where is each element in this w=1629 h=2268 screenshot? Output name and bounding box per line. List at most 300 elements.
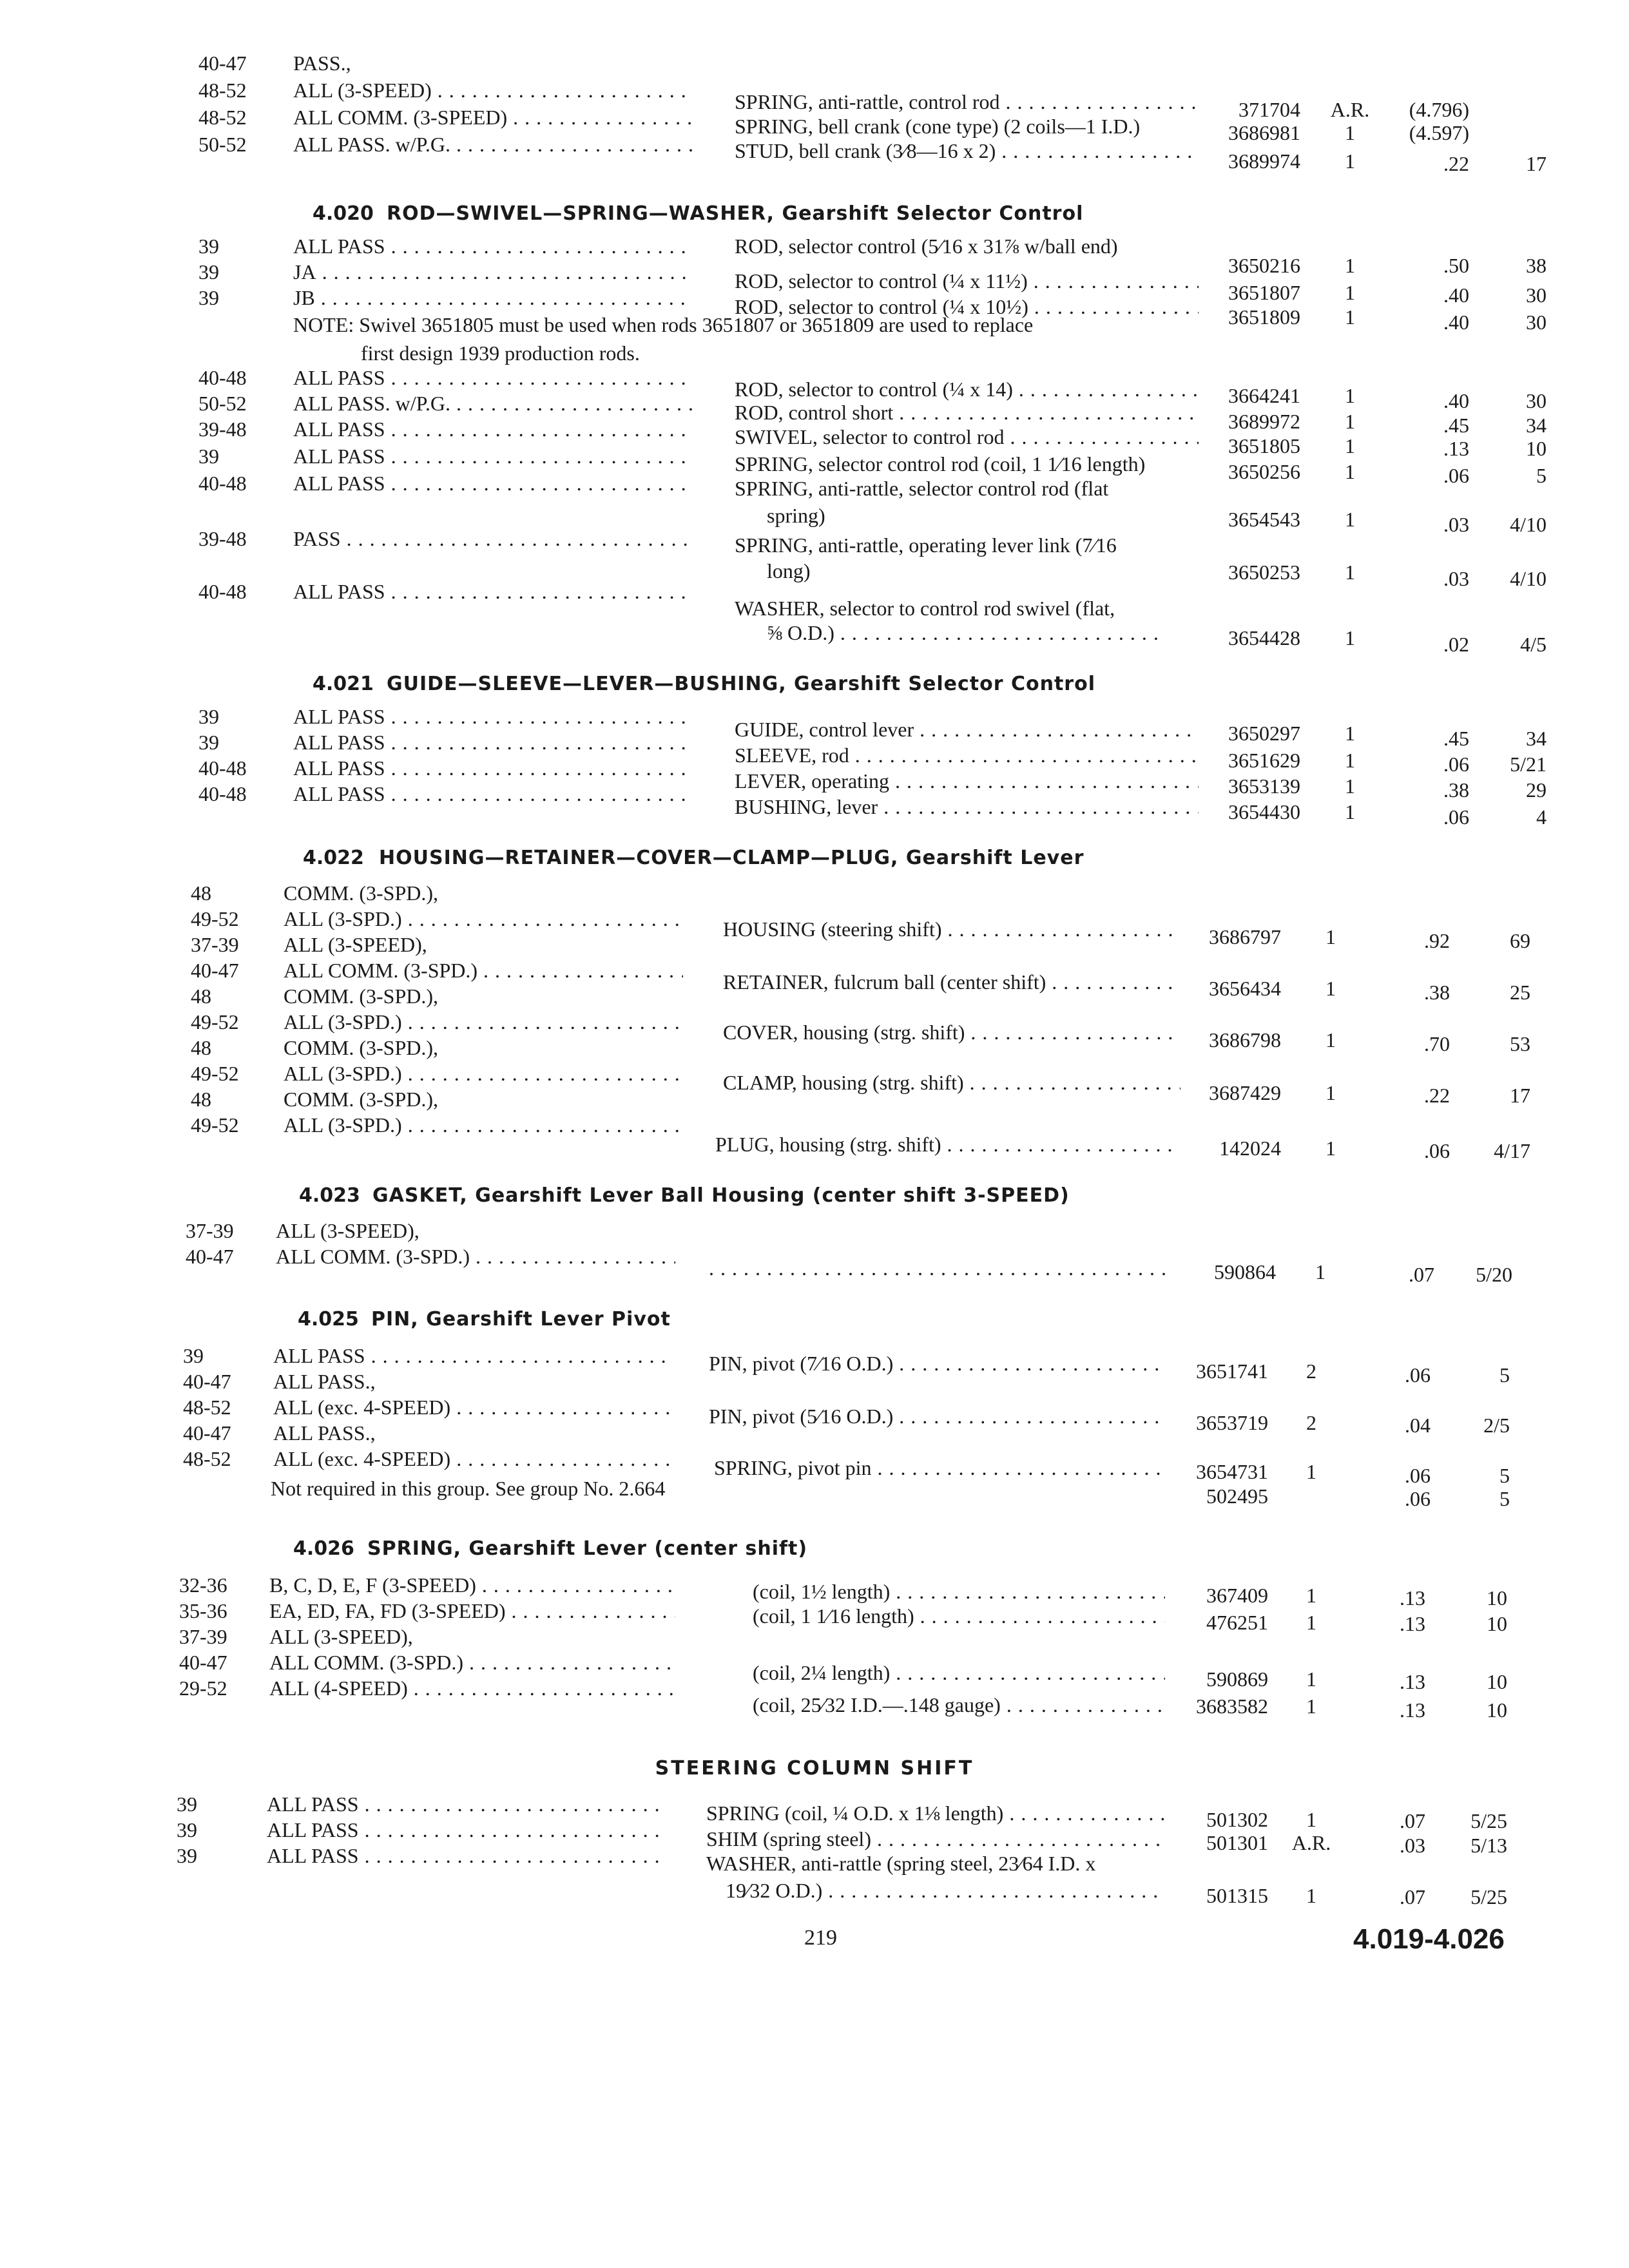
part-number: 3651805 xyxy=(1228,434,1300,457)
table-row xyxy=(0,416,1629,460)
price: .06 xyxy=(1443,805,1469,829)
model-year: 50-52 xyxy=(198,392,247,415)
model-name: ALL PASS . . . xyxy=(293,781,693,807)
price: .06 xyxy=(1405,1464,1431,1487)
price: .07 xyxy=(1409,1263,1434,1286)
model-year: 40-48 xyxy=(198,472,247,495)
price: .06 xyxy=(1405,1363,1431,1387)
quantity: 1 xyxy=(1325,1081,1336,1104)
model-year: 40-48 xyxy=(198,580,247,603)
part-number: 501302 xyxy=(1206,1808,1268,1831)
part-description: SPRING (coil, ¼ O.D. x 1⅛ length) . . . xyxy=(706,1800,1165,1826)
part-description: PIN, pivot (7⁄16 O.D.) . . . xyxy=(709,1350,1166,1376)
model-name: ALL COMM. (3-SPEED) . . . xyxy=(293,104,693,130)
section-title: GUIDE—SLEEVE—LEVER—BUSHING, Gearshift Selector Control xyxy=(387,673,1095,695)
price-alt: 4/10 xyxy=(1510,567,1547,590)
price-alt: 4/10 xyxy=(1510,513,1547,536)
model-name: ALL (3-SPEED), xyxy=(276,1219,419,1242)
part-number: 3653719 xyxy=(1196,1411,1268,1434)
note-text: Not required in this group. See group No. 2.664 xyxy=(271,1477,666,1500)
price: .13 xyxy=(1443,437,1469,460)
model-year: 48 xyxy=(191,881,211,905)
model-name: ALL COMM. (3-SPD.) . . . xyxy=(276,1244,675,1269)
quantity: 1 xyxy=(1306,1808,1316,1831)
model-name: EA, ED, FA, FD (3-SPEED) . . . xyxy=(269,1598,675,1624)
part-description: COVER, housing (strg. shift) . . . xyxy=(723,1019,1181,1045)
price-alt: 5/21 xyxy=(1510,753,1547,776)
table-row xyxy=(0,1572,1629,1610)
table-row xyxy=(0,1598,1629,1635)
table-row xyxy=(0,1446,1629,1487)
quantity: 1 xyxy=(1325,1028,1336,1052)
table-row xyxy=(0,1420,1629,1446)
quantity: 1 xyxy=(1306,1884,1316,1907)
price-alt: 5/25 xyxy=(1470,1885,1507,1908)
part-description: SPRING, bell crank (cone type) (2 coils—1 I.D.) xyxy=(735,115,1141,138)
section-number: 4.021 xyxy=(313,673,374,695)
model-name: ALL PASS . . . xyxy=(293,729,693,755)
quantity: 1 xyxy=(1345,434,1355,457)
model-year: 39 xyxy=(198,705,219,728)
model-name: ALL (3-SPEED), xyxy=(284,933,427,956)
table-row xyxy=(0,104,1629,144)
price-alt: 5/20 xyxy=(1476,1263,1512,1286)
price: .40 xyxy=(1443,284,1469,307)
table-row xyxy=(0,1244,1629,1286)
price-alt: 10 xyxy=(1487,1670,1507,1693)
quantity: 1 xyxy=(1345,121,1355,144)
price-alt: 25 xyxy=(1510,981,1530,1004)
model-year: 49-52 xyxy=(191,907,239,930)
quantity: 1 xyxy=(1345,384,1355,407)
model-name: ALL PASS . . . xyxy=(293,365,693,390)
section-heading xyxy=(0,1183,1629,1211)
price-alt: 4/17 xyxy=(1494,1139,1530,1162)
table-row xyxy=(0,50,1629,76)
model-name: ALL PASS., xyxy=(273,1370,376,1393)
section-title: SPRING, Gearshift Lever (center shift) xyxy=(367,1537,808,1560)
model-year: 48 xyxy=(191,985,211,1008)
quantity: A.R. xyxy=(1330,98,1370,121)
part-description: PIN, pivot (5⁄16 O.D.) . . . xyxy=(709,1403,1166,1429)
quantity: 1 xyxy=(1325,1137,1336,1160)
part-number: 3689974 xyxy=(1228,149,1300,173)
model-name: ALL (3-SPD.) . . . xyxy=(284,906,683,932)
price: .70 xyxy=(1424,1032,1450,1055)
price: .13 xyxy=(1400,1670,1425,1693)
table-row xyxy=(0,1369,1629,1394)
price-alt: 4 xyxy=(1536,805,1547,829)
part-description: SPRING, pivot pin . . . xyxy=(714,1455,1165,1481)
price-alt: 38 xyxy=(1526,254,1547,277)
table-row xyxy=(0,1817,1629,1857)
price: .38 xyxy=(1424,981,1450,1004)
page-number: 219 xyxy=(804,1926,837,1950)
model-year: 40-47 xyxy=(179,1651,227,1674)
section-number: 4.022 xyxy=(303,847,364,869)
model-year: 48-52 xyxy=(198,79,247,102)
section-heading xyxy=(0,1536,1629,1564)
model-name: ALL PASS . . . xyxy=(267,1843,666,1869)
quantity: 2 xyxy=(1306,1411,1316,1434)
price: .40 xyxy=(1443,389,1469,412)
model-year: 39 xyxy=(183,1344,204,1367)
model-name: ALL PASS . . . xyxy=(273,1343,673,1369)
model-name: ALL (3-SPEED) . . . xyxy=(293,77,693,103)
table-row xyxy=(0,1791,1629,1832)
price: .03 xyxy=(1400,1834,1425,1857)
model-name: ALL PASS . . . xyxy=(293,704,693,729)
model-year: 39 xyxy=(198,260,219,284)
model-year: 40-47 xyxy=(191,959,239,982)
price: .38 xyxy=(1443,778,1469,802)
part-description: 19⁄32 O.D.) . . . xyxy=(726,1878,1165,1903)
price: .45 xyxy=(1443,727,1469,750)
part-description: GUIDE, control lever . . . xyxy=(735,716,1199,742)
part-description xyxy=(709,1255,1173,1281)
part-description: ROD, selector control (5⁄16 x 31⅞ w/ball end) xyxy=(735,235,1118,258)
table-row xyxy=(0,1086,1629,1112)
price-alt: 17 xyxy=(1510,1084,1530,1107)
price-alt: 5/13 xyxy=(1470,1834,1507,1857)
part-number: 3651741 xyxy=(1196,1360,1268,1383)
part-number: 3654430 xyxy=(1228,800,1300,823)
price: .13 xyxy=(1400,1612,1425,1635)
price: .45 xyxy=(1443,414,1469,437)
table-row xyxy=(0,932,1629,957)
part-description: (coil, 1 1⁄16 length) . . . xyxy=(753,1603,1165,1629)
section-heading xyxy=(0,671,1629,700)
subsection-heading: STEERING COLUMN SHIFT xyxy=(655,1757,974,1780)
price-alt: 10 xyxy=(1487,1586,1507,1610)
model-name: PASS., xyxy=(293,52,351,75)
part-description: CLAMP, housing (strg. shift) . . . xyxy=(723,1070,1181,1095)
part-number: 3650297 xyxy=(1228,722,1300,745)
table-row xyxy=(0,523,1629,557)
model-name: COMM. (3-SPD.), xyxy=(284,881,439,905)
price: .06 xyxy=(1443,753,1469,776)
model-year: 39 xyxy=(198,731,219,754)
model-name: ALL PASS . . . xyxy=(293,579,693,604)
note-text: NOTE: Swivel 3651805 must be used when rods 3651807 or 3651809 are used to replace xyxy=(293,313,1034,336)
price-alt: 5 xyxy=(1536,464,1547,487)
part-description: ROD, selector to control (¼ x 14) . . . xyxy=(735,376,1199,402)
part-description: LEVER, operating . . . xyxy=(735,768,1199,794)
quantity: 1 xyxy=(1345,149,1355,173)
model-name: ALL PASS . . . xyxy=(293,443,693,469)
section-title: PIN, Gearshift Lever Pivot xyxy=(371,1308,671,1331)
model-name: ALL COMM. (3-SPD.) . . . xyxy=(284,957,683,983)
price: .07 xyxy=(1400,1885,1425,1908)
model-name: COMM. (3-SPD.), xyxy=(284,985,439,1008)
model-name: JB . . . xyxy=(293,285,693,311)
model-name: ALL (4-SPEED) . . . xyxy=(269,1675,675,1701)
section-heading xyxy=(0,201,1629,229)
quantity: 1 xyxy=(1325,977,1336,1000)
model-name: ALL PASS . . . xyxy=(267,1817,666,1843)
part-number: 3683582 xyxy=(1196,1695,1268,1718)
model-year: 40-48 xyxy=(198,756,247,780)
model-year: 40-47 xyxy=(186,1245,234,1268)
part-number: 3650253 xyxy=(1228,561,1300,584)
part-number: 3654543 xyxy=(1228,508,1300,531)
part-description: WASHER, selector to control rod swivel (flat, xyxy=(735,597,1115,620)
model-year: 37-39 xyxy=(186,1219,234,1242)
model-year: 40-48 xyxy=(198,782,247,805)
model-name: ALL (3-SPD.) . . . xyxy=(284,1061,683,1086)
part-description: STUD, bell crank (3⁄8—16 x 2) . . . xyxy=(735,138,1199,164)
part-number: 3687429 xyxy=(1209,1081,1281,1104)
model-name: COMM. (3-SPD.), xyxy=(284,1088,439,1111)
price: .50 xyxy=(1443,254,1469,277)
part-description: (coil, 2¼ length) . . . xyxy=(753,1660,1165,1686)
quantity: 1 xyxy=(1345,305,1355,329)
quantity: 1 xyxy=(1306,1695,1316,1718)
part-description: SLEEVE, rod . . . xyxy=(735,742,1199,768)
model-year: 39 xyxy=(177,1818,197,1841)
part-description: HOUSING (steering shift) . . . xyxy=(723,916,1181,942)
quantity: 1 xyxy=(1345,722,1355,745)
price-alt: 10 xyxy=(1526,437,1547,460)
model-year: 39 xyxy=(198,445,219,468)
model-name: ALL (3-SPD.) . . . xyxy=(284,1112,683,1138)
price-alt: 5 xyxy=(1499,1363,1510,1387)
part-number: 3664241 xyxy=(1228,384,1300,407)
price: .04 xyxy=(1405,1414,1431,1437)
part-number: 3651629 xyxy=(1228,749,1300,772)
part-number: 502495 xyxy=(1206,1485,1268,1508)
model-year: 39-48 xyxy=(198,418,247,441)
part-description: ROD, control short . . . xyxy=(735,399,1199,425)
model-name: B, C, D, E, F (3-SPEED) . . . xyxy=(269,1572,675,1598)
note-text: first design 1939 production rods. xyxy=(361,341,640,365)
quantity: 1 xyxy=(1325,925,1336,948)
model-name: ALL PASS . . . xyxy=(293,755,693,781)
model-name: PASS . . . xyxy=(293,526,693,552)
quantity: 1 xyxy=(1315,1260,1325,1283)
section-title: ROD—SWIVEL—SPRING—WASHER, Gearshift Selector Control xyxy=(387,202,1084,225)
model-name: JA . . . xyxy=(293,259,693,285)
part-number: 3651807 xyxy=(1228,281,1300,304)
quantity: 1 xyxy=(1345,281,1355,304)
part-number: 3654731 xyxy=(1196,1460,1268,1483)
quantity: 1 xyxy=(1345,508,1355,531)
part-description: ⅝ O.D.) . . . xyxy=(767,620,1160,646)
quantity: 1 xyxy=(1345,254,1355,277)
part-description: BUSHING, lever . . . xyxy=(735,794,1199,820)
price: .13 xyxy=(1400,1698,1425,1722)
model-year: 32-36 xyxy=(179,1573,227,1597)
quantity: 1 xyxy=(1306,1611,1316,1634)
price-alt: 29 xyxy=(1526,778,1547,802)
quantity: 1 xyxy=(1306,1460,1316,1483)
price: .02 xyxy=(1443,633,1469,656)
section-number: 4.026 xyxy=(293,1537,354,1560)
model-year: 49-52 xyxy=(191,1062,239,1085)
quantity: 1 xyxy=(1345,561,1355,584)
part-description: (coil, 1½ length) . . . xyxy=(753,1579,1165,1604)
price: .22 xyxy=(1443,152,1469,175)
model-name: ALL PASS . . . xyxy=(293,470,693,496)
price: .03 xyxy=(1443,567,1469,590)
model-year: 39-48 xyxy=(198,527,247,550)
price-alt: 4/5 xyxy=(1520,633,1547,656)
part-description: SPRING, anti-rattle, operating lever link (7⁄16 xyxy=(735,533,1117,557)
model-name: ALL (3-SPEED), xyxy=(269,1625,413,1648)
part-description: long) xyxy=(767,559,811,582)
note-row xyxy=(0,1475,1629,1510)
section-title: GASKET, Gearshift Lever Ball Housing (center shift 3-SPEED) xyxy=(372,1184,1070,1207)
part-number: 3653139 xyxy=(1228,774,1300,798)
part-description: PLUG, housing (strg. shift) . . . xyxy=(715,1131,1179,1157)
model-year: 39 xyxy=(198,235,219,258)
part-number: 3686797 xyxy=(1209,925,1281,948)
part-number: 367409 xyxy=(1206,1584,1268,1607)
model-year: 48 xyxy=(191,1036,211,1059)
table-row xyxy=(0,1112,1629,1162)
model-year: 49-52 xyxy=(191,1113,239,1137)
price-alt: 30 xyxy=(1526,389,1547,412)
part-number: 3686798 xyxy=(1209,1028,1281,1052)
part-description: ROD, selector to control (¼ x 10½) . . . xyxy=(735,294,1199,320)
table-row xyxy=(0,1675,1629,1722)
price-alt: 30 xyxy=(1526,311,1547,334)
model-year: 39 xyxy=(198,286,219,309)
model-year: 48 xyxy=(191,1088,211,1111)
section-heading xyxy=(0,845,1629,874)
model-name: ALL PASS. w/P.G. . . . xyxy=(293,131,693,157)
model-year: 40-48 xyxy=(198,366,247,389)
table-row xyxy=(0,704,1629,750)
table-row xyxy=(0,1035,1629,1061)
model-name: ALL (exc. 4-SPEED) . . . xyxy=(273,1446,673,1472)
model-name: ALL (exc. 4-SPEED) . . . xyxy=(273,1394,673,1420)
part-description: SPRING, anti-rattle, selector control rod (flat xyxy=(735,477,1109,500)
price-alt: 5/25 xyxy=(1470,1809,1507,1832)
price: .03 xyxy=(1443,513,1469,536)
price-alt: 17 xyxy=(1526,152,1547,175)
model-year: 29-52 xyxy=(179,1677,227,1700)
model-name: ALL PASS . . . xyxy=(293,416,693,442)
part-description: SPRING, anti-rattle, control rod . . . xyxy=(735,89,1199,115)
part-description: SWIVEL, selector to control rod . . . xyxy=(735,424,1199,450)
model-year: 40-47 xyxy=(183,1421,231,1445)
part-description: RETAINER, fulcrum ball (center shift) . . . xyxy=(723,969,1181,995)
model-year: 35-36 xyxy=(179,1599,227,1622)
table-row xyxy=(0,755,1629,802)
table-row xyxy=(0,1218,1629,1244)
part-number: 3686981 xyxy=(1228,121,1300,144)
price-alt: 34 xyxy=(1526,414,1547,437)
model-year: 48-52 xyxy=(198,106,247,129)
table-row xyxy=(0,880,1629,906)
table-row xyxy=(0,983,1629,1009)
table-row xyxy=(0,1843,1629,1875)
table-row xyxy=(0,131,1629,175)
part-number: 501315 xyxy=(1206,1884,1268,1907)
part-description: ROD, selector to control (¼ x 11½) . . . xyxy=(735,268,1199,294)
price: .22 xyxy=(1424,1084,1450,1107)
model-year: 39 xyxy=(177,1844,197,1867)
price: .06 xyxy=(1443,464,1469,487)
section-number: 4.023 xyxy=(299,1184,360,1207)
part-description: (coil, 25⁄32 I.D.—.148 gauge) . . . xyxy=(753,1692,1165,1718)
price-alt: 34 xyxy=(1526,727,1547,750)
price-alt: 10 xyxy=(1487,1612,1507,1635)
model-year: 48-52 xyxy=(183,1396,231,1419)
part-number: 476251 xyxy=(1206,1611,1268,1634)
part-number: 3650216 xyxy=(1228,254,1300,277)
part-number: 3689972 xyxy=(1228,410,1300,433)
model-year: 48-52 xyxy=(183,1447,231,1470)
table-row xyxy=(0,1878,1629,1908)
part-description: WASHER, anti-rattle (spring steel, 23⁄64 I.D. x xyxy=(706,1852,1096,1875)
part-number: 501301 xyxy=(1206,1831,1268,1854)
quantity: 1 xyxy=(1345,749,1355,772)
price: .92 xyxy=(1424,929,1450,952)
part-description: spring) xyxy=(767,504,825,527)
model-name: ALL COMM. (3-SPD.) . . . xyxy=(269,1649,675,1675)
price-alt: 5 xyxy=(1499,1464,1510,1487)
price: .06 xyxy=(1405,1487,1431,1510)
part-number: 3654428 xyxy=(1228,626,1300,649)
quantity: 2 xyxy=(1306,1360,1316,1383)
price-alt: 5 xyxy=(1499,1487,1510,1510)
price: .07 xyxy=(1400,1809,1425,1832)
part-number: 3651809 xyxy=(1228,305,1300,329)
model-name: ALL PASS., xyxy=(273,1421,376,1445)
quantity: 1 xyxy=(1306,1667,1316,1691)
part-number: 142024 xyxy=(1219,1137,1281,1160)
table-row xyxy=(0,579,1629,620)
price: .06 xyxy=(1424,1139,1450,1162)
price-alt: 10 xyxy=(1487,1698,1507,1722)
part-number: 590864 xyxy=(1214,1260,1276,1283)
note xyxy=(0,340,1629,366)
model-year: 40-47 xyxy=(183,1370,231,1393)
part-number: 3656434 xyxy=(1209,977,1281,1000)
model-year: 40-47 xyxy=(198,52,247,75)
part-number: 590869 xyxy=(1206,1667,1268,1691)
quantity: 1 xyxy=(1345,626,1355,649)
model-name: ALL PASS . . . xyxy=(267,1791,666,1817)
quantity: 1 xyxy=(1345,410,1355,433)
table-row xyxy=(0,620,1629,656)
model-name: ALL PASS. w/P.G. . . . xyxy=(293,390,693,416)
quantity: 1 xyxy=(1345,800,1355,823)
model-year: 49-52 xyxy=(191,1010,239,1033)
model-year: 50-52 xyxy=(198,133,247,156)
part-number: 3650256 xyxy=(1228,460,1300,483)
section-number: 4.020 xyxy=(313,202,374,225)
quantity: 1 xyxy=(1345,774,1355,798)
quantity: A.R. xyxy=(1291,1831,1331,1854)
section-number: 4.025 xyxy=(298,1308,359,1331)
quantity: 1 xyxy=(1306,1584,1316,1607)
price: (4.796) xyxy=(1409,98,1469,121)
price: (4.597) xyxy=(1409,121,1469,144)
table-row xyxy=(0,781,1629,829)
model-year: 37-39 xyxy=(191,933,239,956)
price: .40 xyxy=(1443,311,1469,334)
model-year: 37-39 xyxy=(179,1625,227,1648)
section-heading xyxy=(0,1307,1629,1335)
price-alt: 2/5 xyxy=(1483,1414,1510,1437)
model-name: ALL PASS . . . xyxy=(293,233,693,259)
section-title: HOUSING—RETAINER—COVER—CLAMP—PLUG, Gearshift Lever xyxy=(379,847,1084,869)
note xyxy=(0,312,1629,338)
quantity: 1 xyxy=(1345,460,1355,483)
